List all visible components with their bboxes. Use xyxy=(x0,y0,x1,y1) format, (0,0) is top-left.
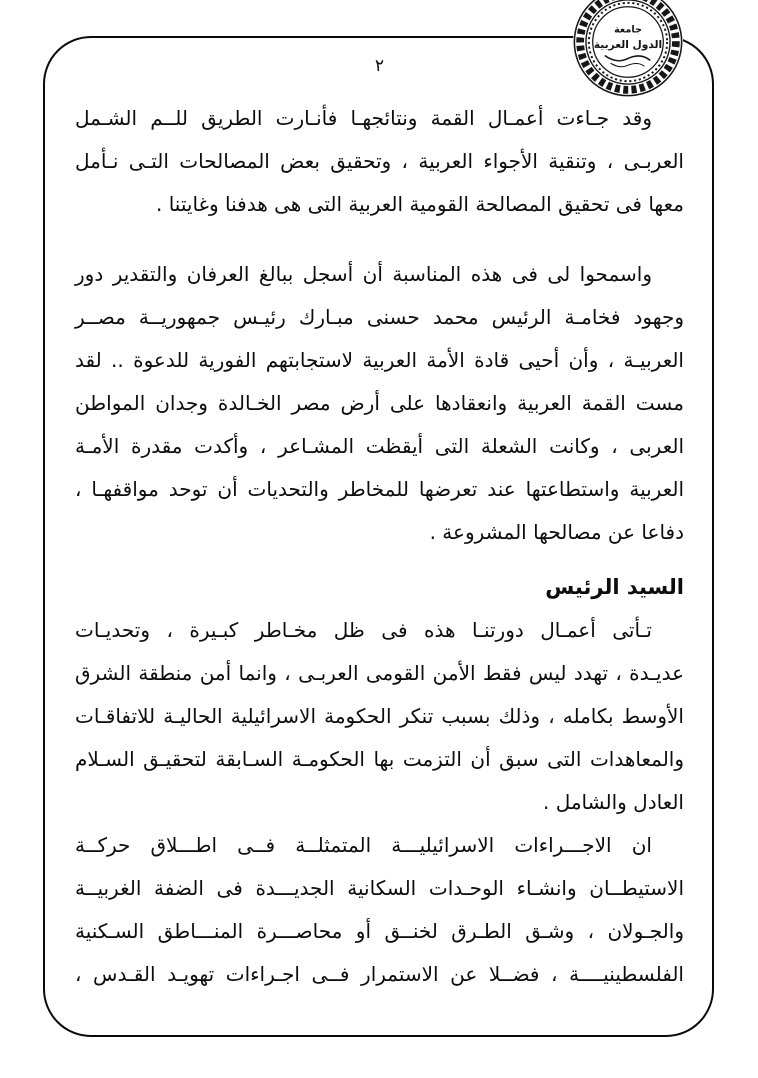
text-line: الاستيطــان وانشـاء الوحـدات السكانية الجديـــدة فى الضفة الغربيــة xyxy=(75,876,684,900)
paragraph-summit-results xyxy=(75,97,684,226)
text-line: الفلسطينيــــة ، فضــلا عن الاستمرار فــى اجـراءات تهويـد القـدس ، xyxy=(75,962,684,986)
emblem-calligraphy-top: جامعة xyxy=(614,24,642,36)
text-line: وجهود فخامـة الرئيس محمد حسنى مبـارك رئيـس جمهوريــة مصــر xyxy=(75,305,684,329)
text-line: تـأتى أعمـال دورتنـا هذه فى ظل مخـاطر كبـيرة ، وتحديـات xyxy=(75,618,652,642)
text-line: الأوسط بكامله ، وذلك بسبب تنكر الحكومة الاسرائيلية الحاليـة للاتفاقـات xyxy=(75,704,684,728)
section-heading: السيد الرئيس xyxy=(545,575,684,599)
page-number: ٢ xyxy=(374,56,385,76)
paragraph-israeli-measures xyxy=(75,824,684,996)
text-line: ان الاجـــراءات الاسرائيليـــة المتمثلــة فــى اطـــلاق حركــة xyxy=(75,833,652,857)
text-line: مست القمة العربية وانعقادها على أرض مصر الخـالدة وجدان المواطن xyxy=(75,391,684,415)
document-body xyxy=(75,97,684,996)
text-line: وقد جـاءت أعمـال القمة ونتائجهـا فأنـارت الطريق للــم الشـمل xyxy=(75,106,652,130)
text-line: العربيـة ، وأن أحيى قادة الأمة العربية لاستجابتهم الفورية للدعوة .. لقد xyxy=(75,348,684,372)
text-line: العربية واستطاعتها عند تعرضها للمخاطر والتحديات أن توحد مواقفهـا ، xyxy=(75,477,684,501)
text-line: العربى ، وكانت الشعلة التى أيقظت المشـاعر ، وأكدت مقدرة الأمـة xyxy=(75,434,684,458)
paragraph-dangers xyxy=(75,609,684,824)
text-line: دفاعا عن مصالحها المشروعة . xyxy=(429,520,684,544)
text-line: عديـدة ، تهدد ليس فقط الأمن القومى العربـى ، وانما أمن منطقة الشرق xyxy=(75,661,684,685)
paragraph-mubarak-tribute xyxy=(75,253,684,554)
text-line: معها فى تحقيق المصالحة القومية العربية التى هى هدفنا وغايتنا . xyxy=(156,192,684,216)
text-line: والجـولان ، وشـق الطـرق لخنــق أو محاصـــرة المنـــاطق السـكنية xyxy=(75,919,684,943)
text-line: العربـى ، وتنقية الأجواء العربية ، وتحقيق بعض المصالحات التـى نـأمل xyxy=(75,149,684,173)
emblem-calligraphy-bottom: الدول العربية xyxy=(593,37,663,51)
text-line: والمعاهدات التى سبق أن التزمت بها الحكومـة السـابقة لتحقيـق السـلام xyxy=(75,747,684,771)
text-line: العادل والشامل . xyxy=(542,790,684,814)
text-line: واسمحوا لى فى هذه المناسبة أن أسجل ببالغ العرفان والتقدير دور xyxy=(75,262,652,286)
arab-league-emblem-icon xyxy=(570,0,686,100)
